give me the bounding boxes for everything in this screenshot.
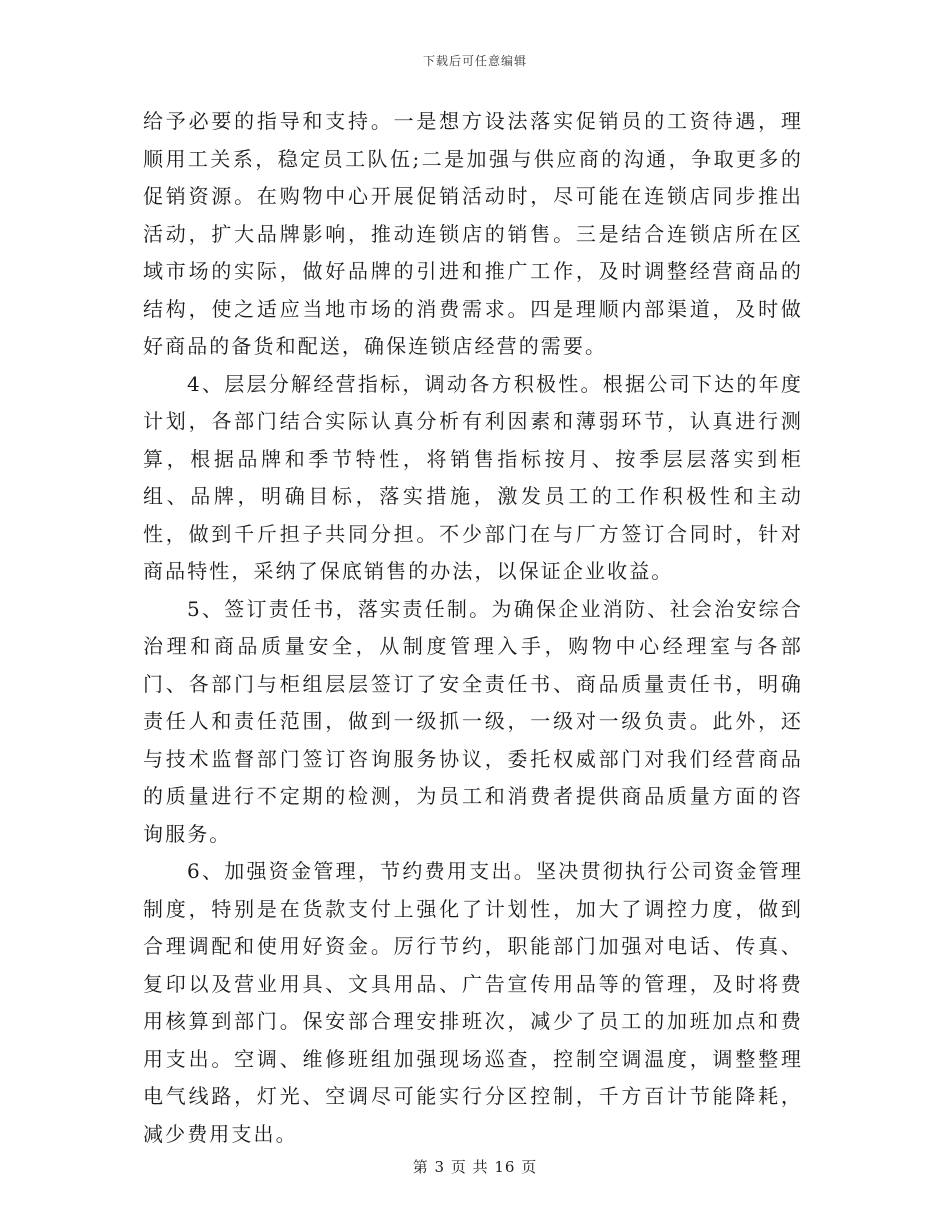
document-body bbox=[143, 103, 803, 1153]
page-number-footer: 第 3 页 共 16 页 bbox=[412, 1158, 538, 1176]
paragraph-continuation: 给予必要的指导和支持。一是想方设法落实促销员的工资待遇，理顺用工关系，稳定员工队伍;二是加强与供应商的沟通，争取更多的促销资源。在购物中心开展促销活动时，尽可能在连锁店同步推出活动，扩大品牌影响，推动连锁店的销售。三是结合连锁店所在区域市场的实际，做好品牌的引进和推广工作，及时调整经营商品的结构，使之适应当地市场的消费需求。四是理顺内部渠道，及时做好商品的备货和配送，确保连锁店经营的需要。 bbox=[143, 109, 803, 358]
paragraph-item-5: 5、签订责任书，落实责任制。为确保企业消防、社会治安综合治理和商品质量安全，从制度管理入手，购物中心经理室与各部门、各部门与柜组层层签订了安全责任书、商品质量责任书，明确责任人和责任范围，做到一级抓一级，一级对一级负责。此外，还与技术监督部门签订咨询服务协议，委托权威部门对我们经营商品的质量进行不定期的检测，为员工和消费者提供商品质量方面的咨询服务。 bbox=[143, 596, 803, 846]
paragraph-item-6: 6、加强资金管理，节约费用支出。坚决贯彻执行公司资金管理制度，特别是在货款支付上强化了计划性，加大了调控力度，做到合理调配和使用好资金。厉行节约，职能部门加强对电话、传真、复印以及营业用具、文具用品、广告宣传用品等的管理，及时将费用核算到部门。保安部合理安排班次，减少了员工的加班加点和费用支出。空调、维修班组加强现场巡查，控制空调温度，调整整理电气线路，灯光、空调尽可能实行分区控制，千方百计节能降耗，减少费用支出。 bbox=[143, 859, 803, 1146]
header-note: 下载后可任意编辑 bbox=[422, 54, 527, 68]
paragraph-item-4: 4、层层分解经营指标，调动各方积极性。根据公司下达的年度计划，各部门结合实际认真分析有利因素和薄弱环节，认真进行测算，根据品牌和季节特性，将销售指标按月、按季层层落实到柜组、品牌，明确目标，落实措施，激发员工的工作积极性和主动性，做到千斤担子共同分担。不少部门在与厂方签订合同时，针对商品特性，采纳了保底销售的办法，以保证企业收益。 bbox=[143, 371, 803, 583]
